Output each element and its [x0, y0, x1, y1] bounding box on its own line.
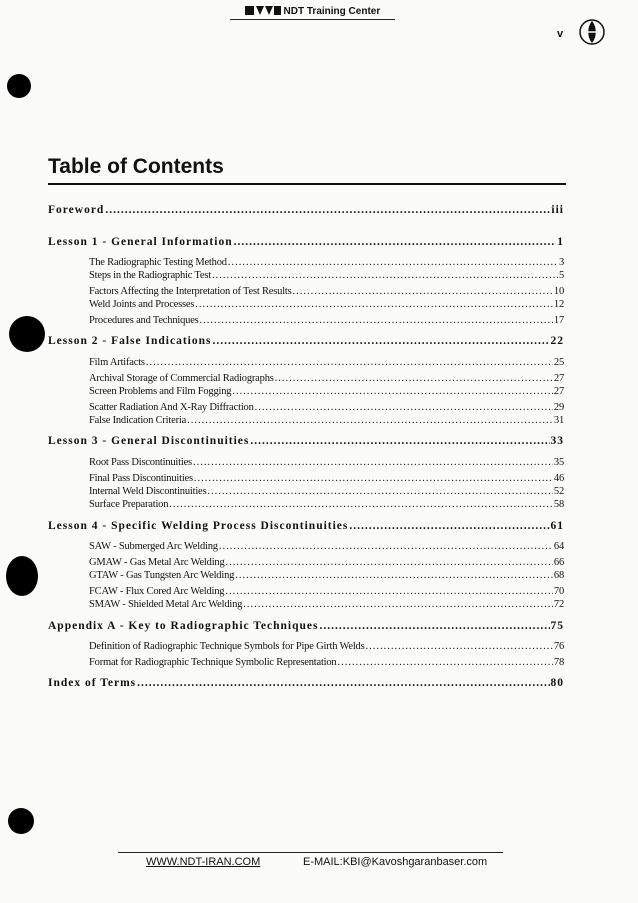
dot-leader — [212, 270, 558, 281]
dot-leader — [225, 586, 553, 597]
toc-subsection-entry[interactable] — [89, 486, 564, 497]
dot-leader — [320, 620, 550, 632]
dot-leader — [366, 641, 553, 652]
toc-subsection-entry[interactable] — [89, 499, 564, 510]
toc-entry-label: Lesson 4 - Specific Welding Process Discontinuities — [48, 520, 349, 532]
website-link[interactable]: WWW.NDT-IRAN.COM — [146, 856, 261, 868]
dot-leader — [194, 473, 553, 484]
dot-leader — [137, 677, 549, 689]
toc-entry-label: Steps in the Radiographic Test — [89, 270, 211, 281]
toc-entry-page: 10 — [553, 286, 564, 297]
dot-leader — [243, 599, 553, 610]
dot-leader — [232, 386, 553, 397]
dot-leader — [228, 257, 558, 268]
toc-entry-page: 1 — [557, 236, 564, 248]
toc-subsection-entry[interactable] — [89, 570, 564, 581]
toc-entry-page: 68 — [553, 570, 564, 581]
toc-subsection-entry[interactable] — [89, 257, 564, 268]
toc-entry-page: 76 — [553, 641, 564, 652]
dot-leader — [169, 499, 553, 510]
toc-subsection-entry[interactable] — [89, 402, 564, 413]
toc-entry-label: GMAW - Gas Metal Arc Welding — [89, 557, 225, 568]
logo-icon — [245, 6, 284, 17]
toc-entry-page: 27 — [553, 373, 564, 384]
toc-subsection-entry[interactable] — [89, 641, 564, 652]
toc-entry-page: 35 — [553, 457, 564, 468]
toc-entry-label: Film Artifacts — [89, 357, 145, 368]
toc-subsection-entry[interactable] — [89, 357, 564, 368]
toc-subsection-entry[interactable] — [89, 299, 564, 310]
toc-entry-label: Lesson 1 - General Information — [48, 236, 233, 248]
toc-entry-label: Root Pass Discontinuities — [89, 457, 192, 468]
toc-subsection-entry[interactable] — [89, 415, 564, 426]
page-footer — [118, 852, 503, 868]
toc-entry-label: Procedures and Techniques — [89, 315, 199, 326]
toc-subsection-entry[interactable] — [89, 586, 564, 597]
toc-entry-label: Index of Terms — [48, 677, 137, 689]
toc-subsection-entry[interactable] — [89, 373, 564, 384]
dot-leader — [226, 557, 553, 568]
binder-hole — [8, 808, 34, 834]
toc-entry-page: 3 — [558, 257, 564, 268]
toc-subsection-entry[interactable] — [89, 386, 564, 397]
toc-entry-label: Screen Problems and Film Fogging — [89, 386, 232, 397]
dot-leader — [105, 204, 550, 216]
toc-entry-page: 80 — [550, 677, 564, 689]
toc-entry-label: Scatter Radiation And X-Ray Diffraction — [89, 402, 254, 413]
page-title: Table of Contents — [48, 155, 224, 178]
binder-hole — [9, 316, 45, 352]
toc-entry-page: 33 — [550, 435, 564, 447]
toc-entry-label: SAW - Submerged Arc Welding — [89, 541, 218, 552]
toc-entry-page: 29 — [553, 402, 564, 413]
dot-leader — [146, 357, 553, 368]
dot-leader — [200, 315, 553, 326]
dot-leader — [349, 520, 549, 532]
page-number: v — [557, 28, 564, 40]
binder-hole — [7, 74, 31, 98]
toc-section-entry[interactable] — [48, 620, 564, 632]
toc-subsection-entry[interactable] — [89, 473, 564, 484]
toc-entry-label: FCAW - Flux Cored Arc Welding — [89, 586, 225, 597]
toc-entry-page: 61 — [550, 520, 564, 532]
emblem-icon — [578, 18, 606, 46]
toc-entry-label: Format for Radiographic Technique Symbolic Representation — [89, 657, 337, 668]
dot-leader — [219, 541, 553, 552]
toc-subsection-entry[interactable] — [89, 599, 564, 610]
dot-leader — [195, 299, 553, 310]
page-header — [230, 6, 395, 20]
toc-entry-page: 5 — [558, 270, 564, 281]
toc-entry-page: 64 — [553, 541, 564, 552]
toc-entry-page: 66 — [553, 557, 564, 568]
toc-subsection-entry[interactable] — [89, 315, 564, 326]
toc-subsection-entry[interactable] — [89, 657, 564, 668]
dot-leader — [234, 236, 557, 248]
toc-entry-page: 58 — [553, 499, 564, 510]
binder-hole — [6, 556, 38, 596]
toc-entry-label: Final Pass Discontinuities — [89, 473, 193, 484]
toc-entry-label: Lesson 3 - General Discontinuities — [48, 435, 250, 447]
toc-entry-label: Factors Affecting the Interpretation of Test Results — [89, 286, 292, 297]
dot-leader — [235, 570, 553, 581]
toc-entry-page: 12 — [553, 299, 564, 310]
toc-entry-page: iii — [551, 204, 564, 216]
toc-entry-label: The Radiographic Testing Method — [89, 257, 227, 268]
header-title: NDT Training Center — [283, 6, 381, 17]
dot-leader — [212, 335, 549, 347]
toc-section-entry[interactable] — [48, 236, 564, 248]
toc-entry-page: 72 — [553, 599, 564, 610]
dot-leader — [193, 457, 553, 468]
email-text: E-MAIL:KBI@Kavoshgaranbaser.com — [303, 856, 488, 868]
toc-subsection-entry[interactable] — [89, 286, 564, 297]
toc-subsection-entry[interactable] — [89, 557, 564, 568]
dot-leader — [250, 435, 549, 447]
toc-entry-page: 27 — [553, 386, 564, 397]
toc-entry-page: 17 — [553, 315, 564, 326]
toc-entry-label: Foreword — [48, 204, 105, 216]
toc-entry-page: 31 — [553, 415, 564, 426]
dot-leader — [255, 402, 553, 413]
dot-leader — [275, 373, 553, 384]
toc-entry-page: 25 — [553, 357, 564, 368]
toc-section-entry[interactable] — [48, 335, 564, 347]
toc-section-entry[interactable] — [48, 677, 564, 689]
toc-entry-label: SMAW - Shielded Metal Arc Welding — [89, 599, 243, 610]
toc-entry-label: Appendix A - Key to Radiographic Techniques — [48, 620, 319, 632]
toc-entry-page: 75 — [550, 620, 564, 632]
toc-subsection-entry[interactable] — [89, 457, 564, 468]
dot-leader — [338, 657, 553, 668]
toc-entry-label: Surface Preparation — [89, 499, 169, 510]
toc-section-entry[interactable] — [48, 435, 564, 447]
toc-entry-label: False Indication Criteria — [89, 415, 187, 426]
toc-entry-label: Definition of Radiographic Technique Symbols for Pipe Girth Welds — [89, 641, 365, 652]
header-rule — [230, 19, 395, 20]
toc-section-entry[interactable] — [48, 204, 564, 216]
title-divider — [48, 183, 566, 185]
toc-entry-label: Weld Joints and Processes — [89, 299, 195, 310]
toc-entry-page: 70 — [553, 586, 564, 597]
toc-entry-page: 22 — [550, 335, 564, 347]
toc-entry-label: GTAW - Gas Tungsten Arc Welding — [89, 570, 235, 581]
dot-leader — [293, 286, 553, 297]
dot-leader — [187, 415, 553, 426]
toc-section-entry[interactable] — [48, 520, 564, 532]
toc-entry-label: Internal Weld Discontinuities — [89, 486, 207, 497]
toc-entry-label: Archival Storage of Commercial Radiographs — [89, 373, 274, 384]
toc-subsection-entry[interactable] — [89, 541, 564, 552]
toc-subsection-entry[interactable] — [89, 270, 564, 281]
toc-entry-label: Lesson 2 - False Indications — [48, 335, 212, 347]
toc-entry-page: 52 — [553, 486, 564, 497]
toc-entry-page: 46 — [553, 473, 564, 484]
dot-leader — [207, 486, 553, 497]
toc-entry-page: 78 — [553, 657, 564, 668]
